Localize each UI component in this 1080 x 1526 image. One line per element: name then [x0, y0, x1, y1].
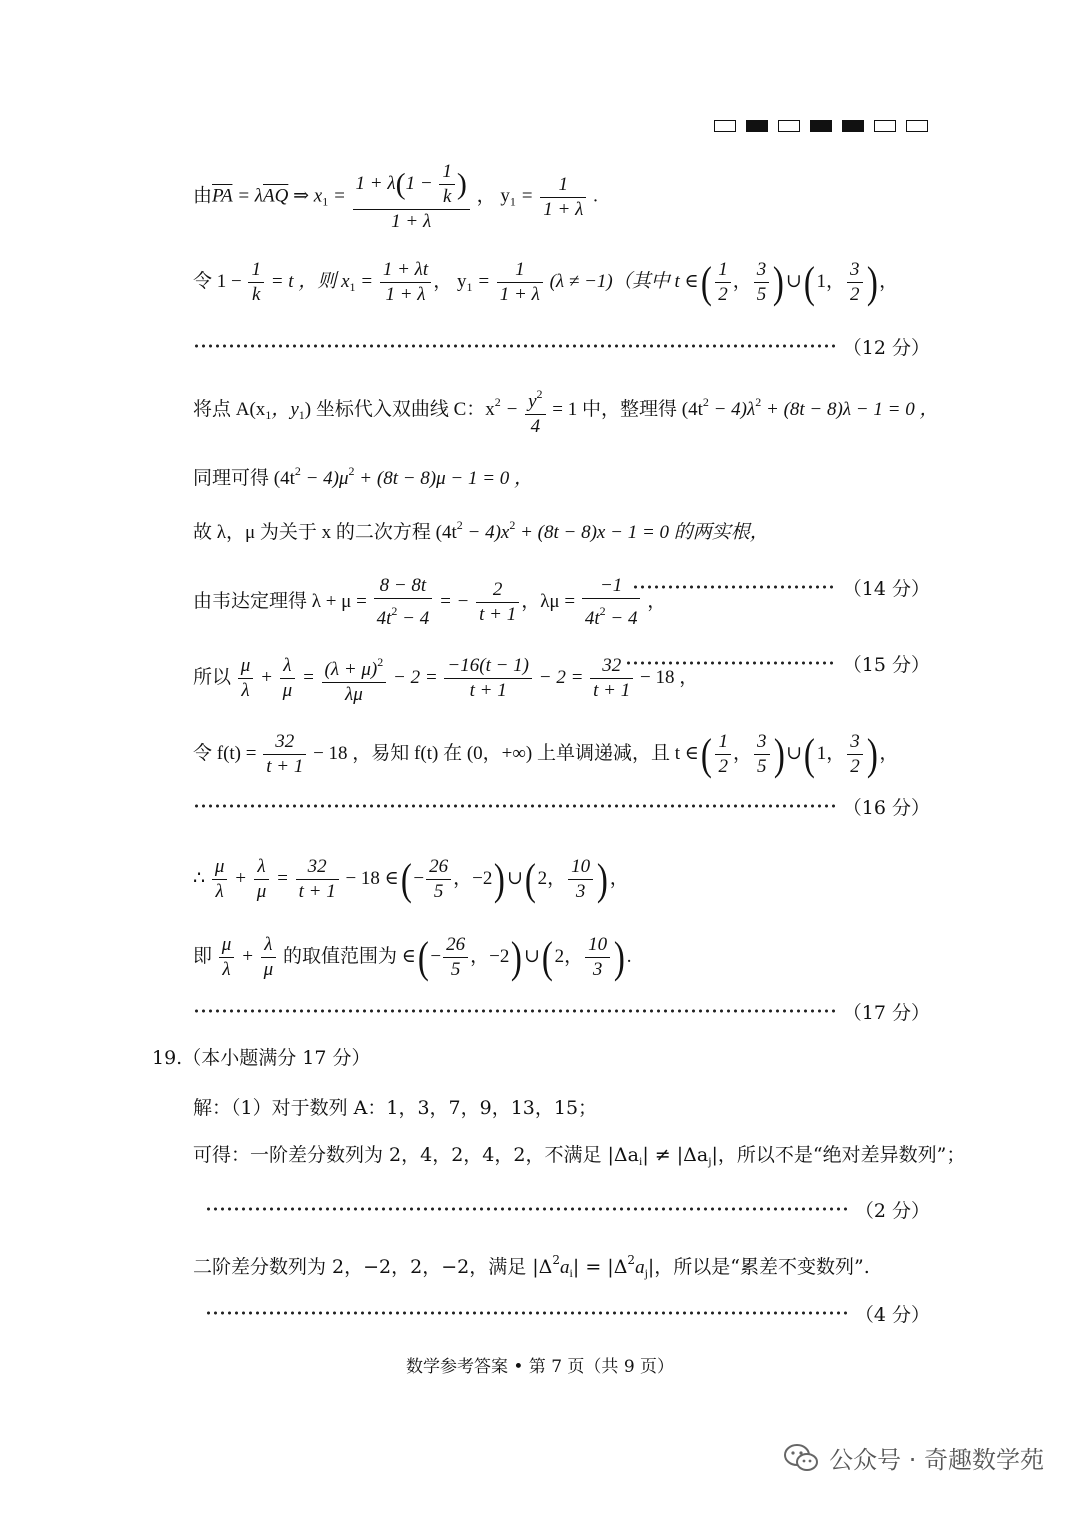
score-label: （2 分） — [854, 1199, 930, 1222]
numerator: 3 — [847, 258, 863, 283]
score-line-17 — [193, 998, 930, 1024]
union-symbol: ∪ — [506, 867, 523, 889]
text: + — [236, 945, 259, 967]
text: 2， — [537, 867, 567, 889]
text: − 2 = — [388, 666, 443, 688]
text: − 4)x — [462, 522, 510, 543]
subscript: 1 — [466, 279, 473, 294]
line-similarly — [193, 458, 930, 492]
dot-leader — [632, 585, 835, 589]
score-label: （15 分） — [842, 653, 930, 676]
score-label: （4 分） — [854, 1303, 930, 1326]
superscript: 2 — [494, 394, 501, 409]
subscript: i — [569, 1266, 573, 1280]
text: ，λμ = — [521, 590, 580, 612]
fraction — [444, 654, 532, 703]
page-footer: 数学参考答案 • 第 7 页（共 9 页） — [405, 1357, 675, 1377]
score-label: （17 分） — [842, 1001, 930, 1024]
numerator: 1 — [715, 730, 731, 755]
text: = — [355, 270, 378, 292]
vector-pa: $\overline{PA}$ — [212, 185, 233, 207]
text: 1， — [816, 742, 846, 764]
numerator: 10 — [568, 855, 593, 880]
score-line-14 — [632, 574, 930, 600]
text: 将点 A(x — [193, 398, 266, 420]
fraction — [219, 933, 235, 982]
numerator: 32 — [296, 855, 339, 880]
fraction-x1 — [380, 258, 431, 307]
text: 同理可得 (4t — [193, 468, 295, 489]
fraction-1-over-k — [439, 160, 455, 209]
fraction — [296, 855, 339, 904]
numerator: 3 — [754, 258, 770, 283]
denominator: t + 1 — [469, 680, 507, 701]
fraction — [476, 578, 519, 627]
line-hyperbola-substitution — [193, 382, 939, 439]
dot-leader — [205, 1207, 847, 1211]
denominator: k — [442, 186, 452, 207]
text: 所以 — [193, 666, 236, 688]
mark-empty — [906, 120, 928, 132]
denominator: t + 1 — [479, 604, 517, 625]
fraction — [322, 650, 387, 707]
denominator: 5 — [450, 959, 461, 980]
text: 1， — [816, 270, 845, 292]
fraction-y2-over-4 — [525, 382, 545, 439]
superscript: 2 — [348, 464, 355, 478]
numerator: 32 — [263, 730, 306, 755]
text: + (8t − 8)λ − 1 = 0 ， — [761, 398, 939, 420]
text: 2， — [554, 945, 584, 967]
fraction — [263, 730, 306, 779]
mark-filled — [746, 120, 768, 132]
score-line-15 — [625, 650, 930, 676]
score-label: （16 分） — [842, 796, 930, 819]
text: |，所以不是“绝对差异数列”； — [711, 1144, 966, 1166]
dot-leader — [193, 344, 835, 348]
text: 令 f(t) = — [193, 742, 262, 764]
line-substitution-t: 令 1 − $\frac{1}{k}$ = t ，则 $x_1$ = $\frac{1 + \lambda t}{1 + \lambda}$ ， $y_1$ = $\frac{1}{1 + \lambda}$ (λ ≠ −1)（其中 t ∈( $\frac{1}{2}$ ， $\frac{3}{5}$ )∪(1， $\frac{3}{2}$ )， — [193, 257, 899, 307]
text: = − — [434, 590, 475, 612]
text: + (8t − 8)x − 1 = 0 的两实根， — [515, 522, 769, 543]
text: ， — [732, 742, 752, 764]
text: ， — [642, 590, 667, 612]
text: + — [255, 666, 278, 688]
subscript: 1 — [322, 194, 329, 209]
solution-line-3 — [193, 1247, 930, 1286]
numerator: 10 — [585, 933, 610, 958]
fraction — [754, 730, 770, 779]
fraction — [568, 855, 593, 904]
subscript: j — [644, 1266, 648, 1280]
text: 即 — [193, 945, 217, 967]
denominator: μ — [263, 959, 274, 980]
text: + (8t − 8)μ − 1 = 0 ， — [354, 468, 534, 489]
text: − 4 — [397, 608, 430, 629]
superscript: 2 — [755, 394, 762, 409]
superscript: 2 — [552, 1253, 561, 1267]
text: ， — [732, 270, 752, 292]
text: 1 − — [405, 172, 438, 194]
wechat-icon — [783, 1443, 819, 1473]
text: = t ，则 x — [265, 270, 350, 292]
score-label: （12 分） — [842, 336, 930, 359]
denominator: t + 1 — [298, 881, 336, 902]
text: = 1 中，整理得 (4t — [547, 398, 703, 420]
mark-filled — [842, 120, 864, 132]
vector-aq: $\overline{AQ}$ — [263, 185, 289, 207]
denominator: 1 + λ — [499, 284, 540, 305]
text: . — [588, 185, 598, 207]
text: ， — [879, 270, 899, 292]
text: − — [413, 867, 425, 889]
dot-leader — [193, 804, 835, 808]
line-vector-relation — [193, 160, 930, 234]
dot-leader — [625, 661, 835, 665]
text: 故 λ，μ 为关于 x 的二次方程 (4t — [193, 522, 457, 543]
text: 由韦达定理得 λ + μ = — [193, 590, 372, 612]
text: | = |Δ — [572, 1256, 628, 1278]
score-label: （14 分） — [842, 577, 930, 600]
text: a — [560, 1257, 570, 1278]
superscript: 2 — [627, 1253, 636, 1267]
text: |，所以是“累差不变数列”. — [647, 1256, 870, 1278]
denominator: 5 — [433, 881, 444, 902]
text: 的取值范围为 ∈ — [278, 945, 416, 967]
text: − 4 — [605, 608, 638, 629]
fraction-y1 — [540, 173, 586, 222]
numerator: −1 — [582, 574, 641, 599]
numerator: 1 — [248, 258, 264, 283]
text: ∴ — [193, 867, 210, 889]
numerator: λ — [261, 933, 277, 958]
fraction — [443, 933, 468, 982]
superscript: 2 — [456, 518, 463, 532]
fraction — [585, 933, 610, 982]
subscript: 1 — [349, 279, 356, 294]
denominator: μ — [282, 680, 293, 701]
text: = — [271, 867, 294, 889]
text: ⇒ x — [288, 185, 323, 207]
union-symbol: ∪ — [524, 945, 540, 967]
union-symbol: ∪ — [786, 742, 803, 764]
text: ， — [609, 867, 629, 889]
numerator: 2 — [476, 578, 519, 603]
fraction — [715, 730, 731, 779]
denominator: 1 + λ — [543, 198, 584, 220]
numerator: 1 — [715, 258, 731, 283]
denominator: λ — [215, 881, 224, 902]
numerator: λ — [254, 855, 270, 880]
page-marks — [714, 120, 928, 132]
watermark-text: 公众号 · 奇趣数学苑 — [829, 1446, 1044, 1474]
fraction — [374, 574, 433, 631]
denominator: λμ — [345, 684, 363, 705]
superscript: 2 — [509, 518, 516, 532]
fraction-1-over-k — [248, 258, 264, 307]
text: + — [229, 867, 252, 889]
text: 4t — [376, 608, 392, 629]
text: (λ + μ) — [324, 659, 378, 680]
mark-empty — [874, 120, 896, 132]
text: − 4)λ — [708, 398, 756, 420]
numerator: 1 + λt — [380, 258, 431, 283]
denominator: 5 — [757, 756, 767, 777]
numerator: −16(t − 1) — [444, 654, 532, 679]
text: − 18 ，易知 f(t) 在 (0，+∞) 上单调递减，且 t ∈ — [308, 742, 699, 764]
numerator: μ — [238, 654, 254, 679]
watermark — [783, 1440, 1044, 1475]
fraction — [754, 258, 770, 307]
superscript: 2 — [391, 604, 398, 618]
superscript: 2 — [702, 394, 709, 409]
union-symbol: ∪ — [785, 270, 802, 292]
text: − 18 ， — [635, 666, 699, 688]
superscript: 2 — [377, 655, 384, 669]
fraction — [280, 654, 296, 703]
subscript: j — [708, 1154, 712, 1168]
fraction — [254, 855, 270, 904]
denominator: 3 — [592, 959, 603, 980]
score-line-2 — [205, 1196, 930, 1222]
score-line-12 — [193, 333, 930, 359]
text: 4t — [584, 608, 600, 629]
superscript: 2 — [294, 464, 301, 478]
fraction — [212, 855, 228, 904]
denominator: 2 — [718, 756, 728, 777]
denominator: λ — [241, 680, 250, 701]
solution-line-2 — [193, 1142, 966, 1174]
text: = — [515, 185, 539, 207]
denominator: 5 — [756, 284, 767, 305]
denominator: 4 — [530, 416, 541, 437]
text: ，y — [271, 398, 299, 420]
dot-leader — [205, 1311, 847, 1315]
text: = — [472, 270, 495, 292]
superscript: 2 — [536, 387, 543, 401]
numerator: 26 — [426, 855, 451, 880]
text: ，−2 — [470, 945, 510, 967]
subscript: 1 — [298, 407, 305, 422]
text: 1 + λ — [355, 172, 396, 194]
denominator: μ — [256, 881, 267, 902]
text: (λ ≠ −1)（其中 t ∈ — [544, 270, 699, 292]
numerator: λ — [280, 654, 296, 679]
line-quadratic-roots — [193, 512, 930, 546]
question-19-heading: 19.（本小题满分 17 分） — [152, 1047, 371, 1069]
superscript: 2 — [599, 604, 606, 618]
text: − 18 ∈ — [340, 867, 399, 889]
denominator: 1 + λ — [385, 284, 426, 305]
text: − 4)μ — [300, 468, 349, 489]
text: 可得：一阶差分数列为 2，4，2，4，2，不满足 |Δa — [193, 1144, 639, 1166]
fraction — [847, 258, 863, 307]
text: 二阶差分数列为 2，−2，2，−2，满足 |Δ — [193, 1256, 553, 1278]
dot-leader — [193, 1009, 835, 1013]
score-line-16 — [193, 793, 930, 819]
subscript: 1 — [265, 407, 272, 422]
numerator: 3 — [847, 730, 863, 755]
text: = λ — [232, 185, 263, 207]
denominator: 2 — [850, 756, 860, 777]
line-final-range: 即 $\frac{\mu}{\lambda}$ + $\frac{\lambda}{\mu}$ 的取值范围为 ∈(− $\frac{26}{5}$ ，−2)∪(2， $\frac{10}{3}$ ). — [193, 932, 632, 982]
text: − — [500, 398, 524, 420]
denominator: k — [252, 284, 261, 305]
numerator: 32 — [590, 654, 633, 679]
text: y — [528, 391, 537, 412]
fraction — [426, 855, 451, 904]
fraction — [715, 258, 731, 307]
numerator: 26 — [443, 933, 468, 958]
text: ， y — [433, 270, 467, 292]
text: 令 1 − — [193, 270, 247, 292]
numerator: 3 — [754, 730, 770, 755]
text: ， y — [476, 185, 510, 207]
subscript: 1 — [509, 194, 516, 209]
line-range-result: ∴ $\frac{\mu}{\lambda}$ + $\frac{\lambda}{\mu}$ = $\frac{32}{t + 1}$ − 18 ∈(− $\frac{26}{5}$ ，−2)∪(2， $\frac{10}{3}$ )， — [193, 854, 629, 904]
mark-filled — [810, 120, 832, 132]
fraction-y1 — [497, 258, 543, 307]
subscript: i — [638, 1154, 643, 1168]
text: − — [430, 945, 442, 967]
text: a — [635, 1257, 645, 1278]
text: ， — [879, 742, 899, 764]
text: 由 — [193, 185, 213, 207]
denominator: λ — [222, 959, 231, 980]
text: − 2 = — [534, 666, 589, 688]
text: ) 坐标代入双曲线 C：x — [304, 398, 495, 420]
denominator: t + 1 — [593, 680, 631, 701]
denominator: t + 1 — [266, 756, 304, 777]
mark-empty — [778, 120, 800, 132]
text: | ≠ |Δa — [642, 1144, 709, 1166]
fraction — [847, 730, 863, 779]
fraction — [238, 654, 254, 703]
text: = — [328, 185, 351, 207]
fraction — [261, 933, 277, 982]
mark-empty — [714, 120, 736, 132]
text: = — [297, 666, 320, 688]
numerator: 1 — [497, 258, 543, 283]
numerator: 8 − 8t — [374, 574, 433, 599]
solution-line-1: 解：（1）对于数列 A：1，3，7，9，13，15； — [193, 1097, 598, 1119]
denominator: 3 — [575, 881, 586, 902]
text: ，−2 — [453, 867, 493, 889]
fraction-x1: 1 + λ(1 − $\frac{1}{k}$ ) 1 + λ — [353, 160, 470, 234]
text: . — [626, 945, 632, 967]
denominator: 2 — [718, 284, 728, 305]
denominator: 1 + λ — [391, 211, 432, 232]
numerator: 1 — [540, 173, 586, 198]
numerator: μ — [212, 855, 228, 880]
line-function-def: 令 f(t) = $\frac{32}{t + 1}$ − 18 ，易知 f(t) 在 (0，+∞) 上单调递减，且 t ∈( $\frac{1}{2}$ ， $\frac{3}{5}$ )∪(1， $\frac{3}{2}$ )， — [193, 729, 899, 779]
numerator: μ — [219, 933, 235, 958]
numerator: 1 — [439, 160, 455, 185]
score-line-4 — [205, 1300, 930, 1326]
denominator: 2 — [850, 284, 860, 305]
